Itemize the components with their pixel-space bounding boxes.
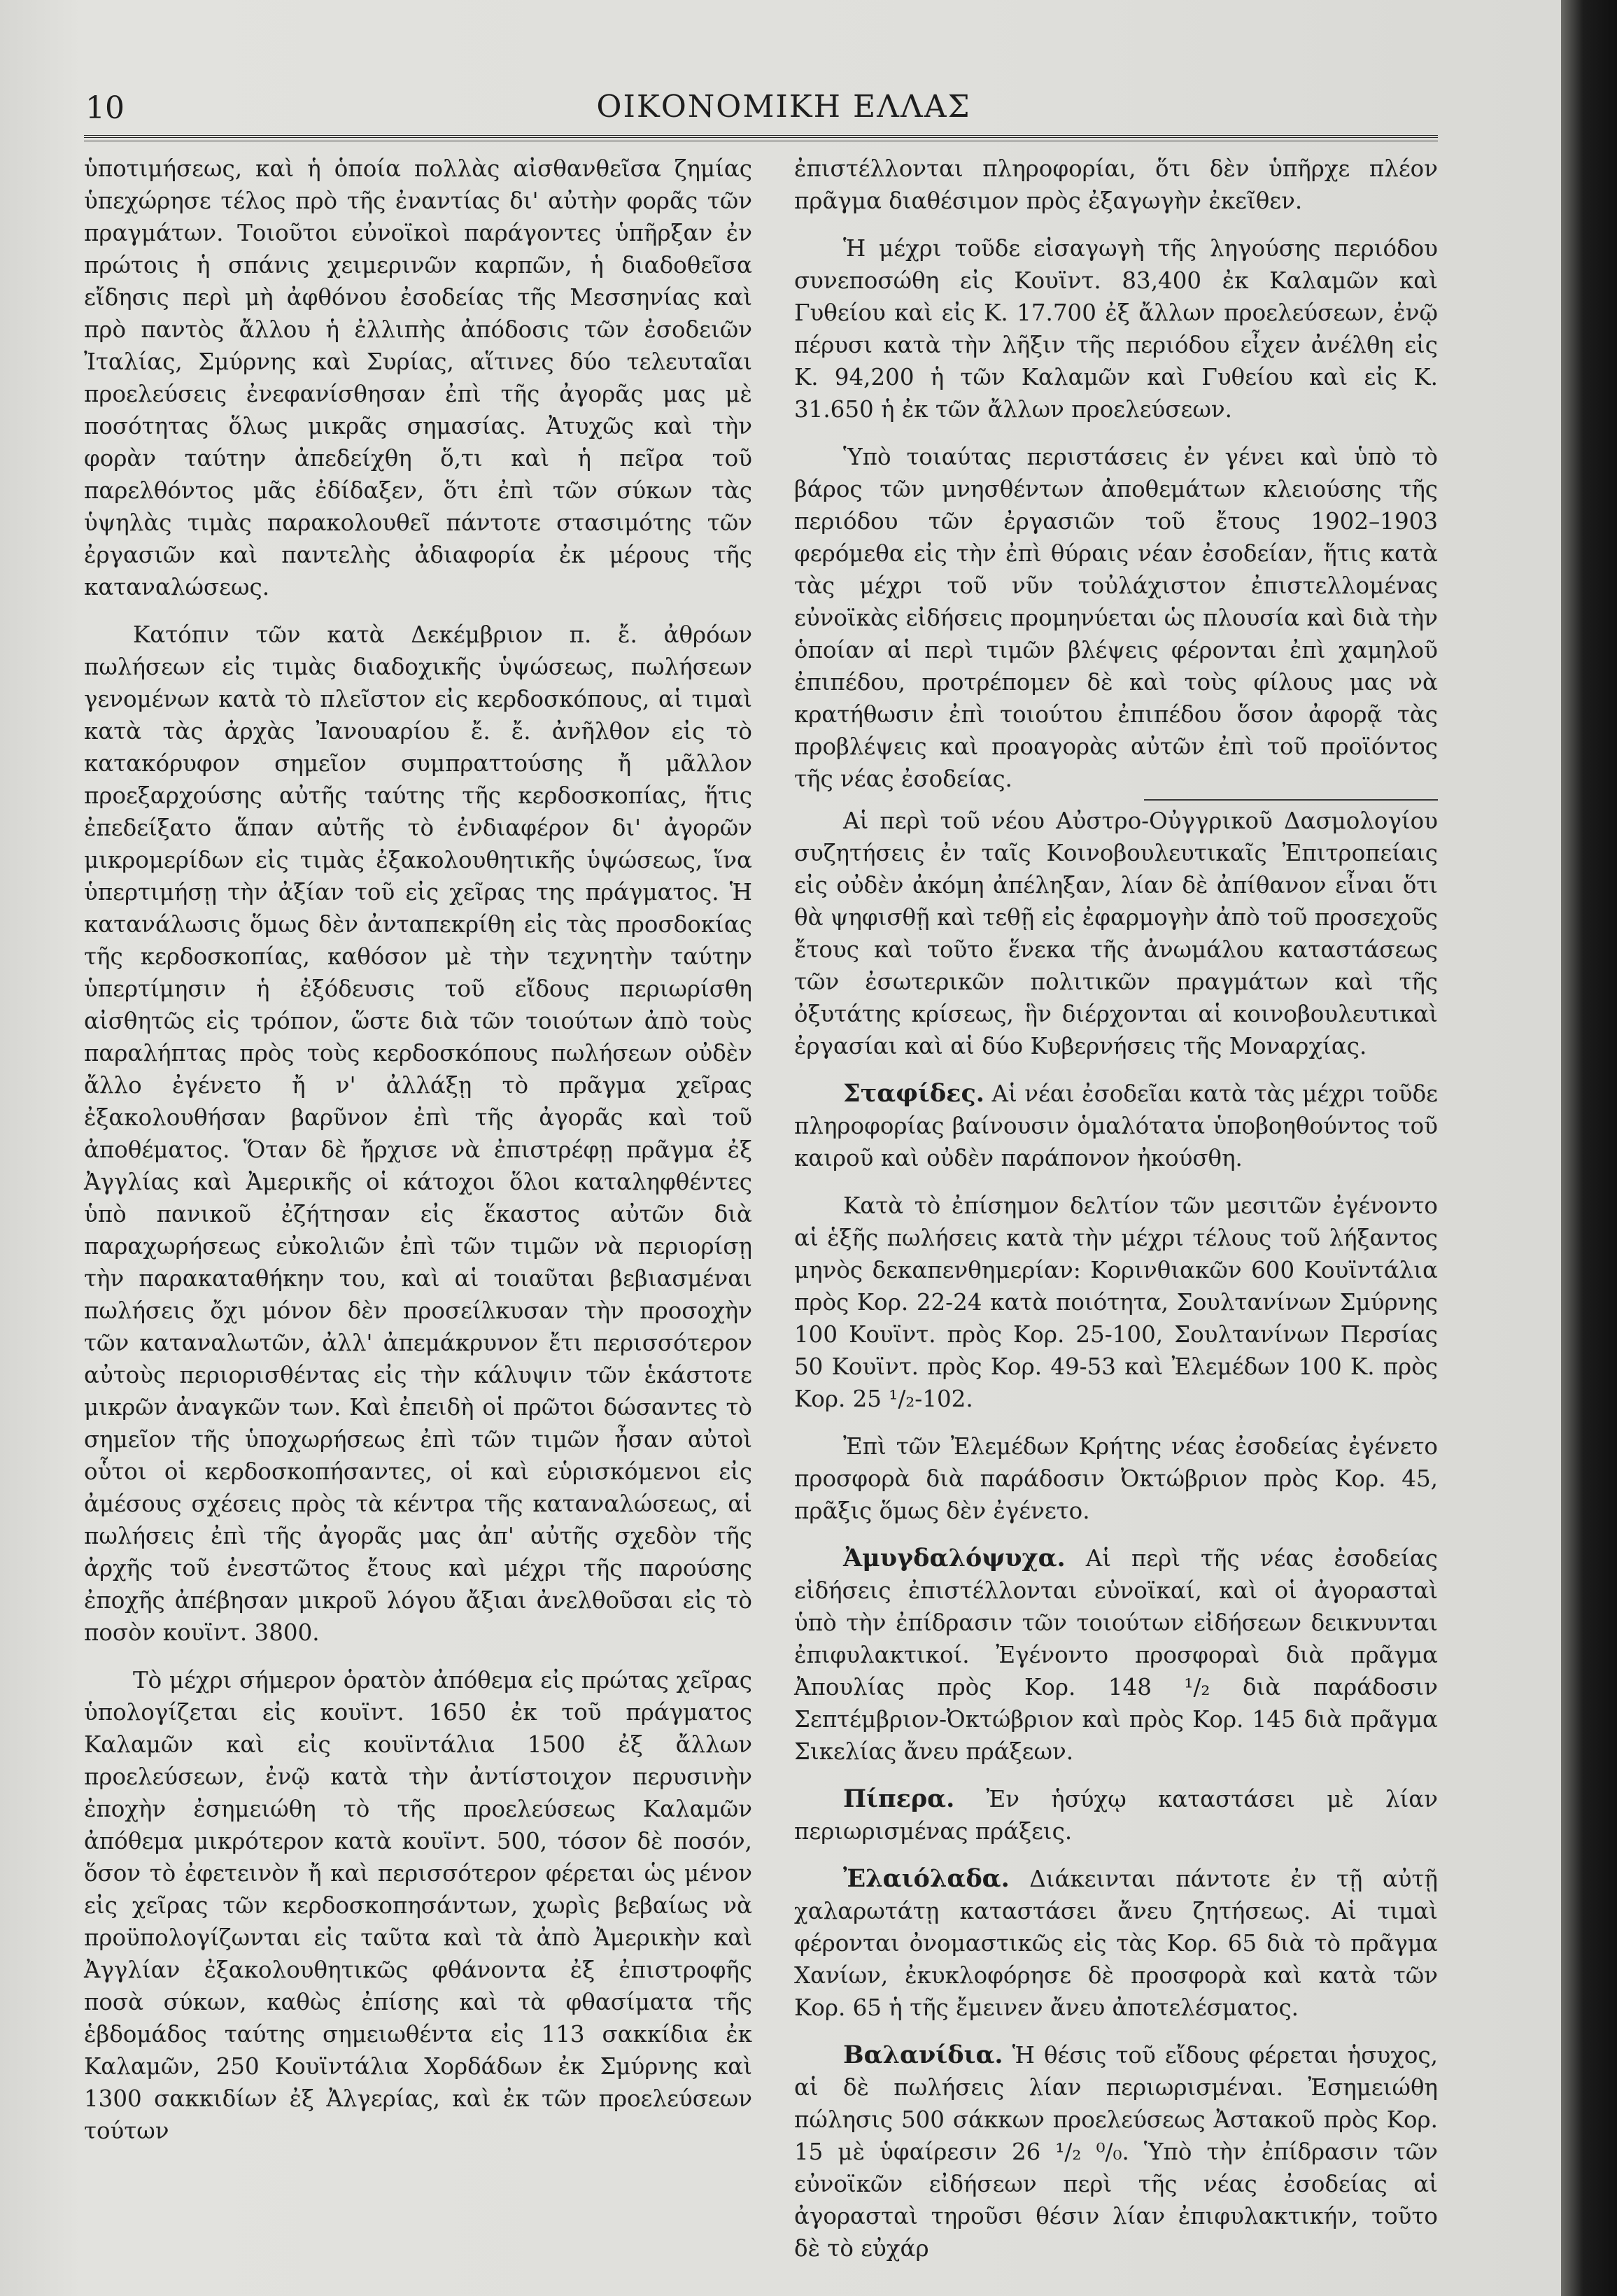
paragraph: ἐπιστέλλονται πληροφορίαι, ὅτι δὲν ὑπῆρχε πλέον πρᾶγμα διαθέσιμον πρὸς ἐξαγωγὴν ἐκεῖθεν.: [794, 155, 1438, 214]
paragraph: Αἱ περὶ τοῦ νέου Αὐστρο-Οὐγγρικοῦ Δασμολογίου συζητήσεις ἐν ταῖς Κοινοβουλευτικαῖς Ἐπιτροπείαις εἰς οὐδὲν ἀκόμη ἀπέληξαν, λίαν δὲ ἀπίθανον εἶναι ὅτι θὰ ψηφισθῇ καὶ τεθῇ εἰς ἐφαρμογὴν ἀπὸ τοῦ προσεχοῦς ἔτους καὶ τοῦτο ἕνεκα τῆς ἀνωμάλου καταστάσεως τῶν ἐσωτερικῶν πολιτικῶν πραγμάτων καὶ τῆς ὀξυτάτης κρίσεως, ἣν διέρχονται αἱ κοινοβουλευτικαὶ ἐργασίαι καὶ αἱ δύο Κυβερνήσεις τῆς Μοναρχίας.: [794, 808, 1438, 1059]
section-stafides: [794, 1078, 1438, 1174]
section-pipera: [794, 1783, 1438, 1847]
section-heading: Σταφίδες.: [843, 1079, 984, 1108]
section-text: Αἱ περὶ τῆς νέας ἐσοδείας εἰδήσεις ἐπιστέλλονται εὐνοϊκαί, καὶ οἱ ἀγορασταὶ ὑπὸ τὴν ἐπίδρασιν τῶν τοιούτων εἰδήσεων δεικνυνται ἐπιφυλακτικοί. Ἐγένοντο προσφοραὶ διὰ πρᾶγμα Ἀπουλίας πρὸς Κορ. 148 ¹/₂ διὰ παράδοσιν Σεπτέμβριον-Ὀκτώβριον καὶ πρὸς Κορ. 145 διὰ πρᾶγμα Σικελίας ἄνευ πράξεων.: [794, 1545, 1438, 1765]
section-rule: [1144, 799, 1438, 801]
section-heading: Ἐλαιόλαδα.: [843, 1864, 1010, 1893]
section-elaiolada: [794, 1863, 1438, 2024]
right-column: [794, 153, 1438, 2265]
section-text: Ἡ θέσις τοῦ εἴδους φέρεται ἡσυχος, αἱ δὲ πωλήσεις λίαν περιωρισμέναι. Ἐσημειώθη πώλησις 500 σάκκων προελεύσεως Ἀστακοῦ πρὸς Κορ. 15 μὲ ὑφαίρεσιν 26 ¹/₂ ⁰/₀. Ὑπὸ τὴν ἐπίδρασιν τῶν εὐνοϊκῶν εἰδήσεων περὶ τῆς νέας ἐσοδείας αἱ ἀγορασταὶ τηροῦσι θέσιν λίαν ἐπιφυλακτικήν, τοῦτο δὲ τὸ εὐχάρ: [794, 2042, 1438, 2262]
paragraph: ὑποτιμήσεως, καὶ ἡ ὁποία πολλὰς αἰσθανθεῖσα ζημίας ὑπεχώρησε τέλος πρὸ τῆς ἐναντίας δι' αὐτὴν φορᾶς τῶν πραγμάτων. Τοιοῦτοι εὐνοϊκοὶ παράγοντες ὑπῆρξαν ἐν πρώτοις ἡ σπάνις χειμερινῶν καρπῶν, ἡ διαδοθεῖσα εἴδησις περὶ μὴ ἀφθόνου ἐσοδείας τῆς Μεσσηνίας καὶ πρὸ παντὸς ἄλλου ἡ ἐλλιπὴς ἀπόδοσις τῶν ἐσοδειῶν Ἰταλίας, Σμύρνης καὶ Συρίας, αἵτινες δύο τελευταῖαι προελεύσεις ἐνεφανίσθησαν ἐπὶ τῆς ἀγορᾶς μας μὲ ποσότητας ὅλως μικρᾶς σημασίας. Ἀτυχῶς καὶ τὴν φορὰν ταύτην ἀπεδείχθη ὅ,τι καὶ ἡ πεῖρα τοῦ παρελθόντος μᾶς ἐδίδαξεν, ὅτι ἐπὶ τῶν σύκων τὰς ὑψηλὰς τιμὰς παρακολουθεῖ πάντοτε στασιμότης τῶν ἐργασιῶν καὶ παντελὴς ἀδιαφορία ἐκ μέρους τῆς καταναλώσεως.: [84, 155, 752, 600]
section-text: Διάκεινται πάντοτε ἐν τῇ αὐτῇ χαλαρωτάτῃ καταστάσει ἄνευ ζητήσεως. Αἱ τιμαὶ φέρονται ὀνομαστικῶς εἰς τὰς Κορ. 65 διὰ τὸ πρᾶγμα Χανίων, ἐκυκλοφόρησε δὲ προσφορὰ καὶ κατὰ τῶν Κορ. 65 ἡ τῆς ἔμεινεν ἄνευ ἀποτελέσματος.: [794, 1866, 1438, 2021]
paragraph: Ὑπὸ τοιαύτας περιστάσεις ἐν γένει καὶ ὑπὸ τὸ βάρος τῶν μνησθέντων ἀποθεμάτων κλειούσης τῆς περιόδου τῶν ἐργασιῶν τοῦ ἔτους 1902–1903 φερόμεθα εἰς τὴν ἐπὶ θύραις νέαν ἐσοδείαν, ἥτις κατὰ τὰς μέχρι τοῦ νῦν τοὐλάχιστον ἐπιστελλομένας εὐνοϊκὰς εἰδήσεις προμηνύεται ὡς πλουσία καὶ διὰ τὴν ὁποίαν αἱ περὶ τιμῶν βλέψεις φέρονται ἐπὶ χαμηλοῦ ἐπιπέδου, προτρέπομεν δὲ καὶ τοὺς φίλους μας νὰ κρατήθωσιν ἐπὶ τοιούτου ἐπιπέδου ὅσον ἀφορᾷ τὰς προβλέψεις καὶ προαγορὰς αὐτῶν ἐπὶ τοῦ προϊόντος τῆς νέας ἐσοδείας.: [794, 444, 1438, 792]
paragraph: Κατόπιν τῶν κατὰ Δεκέμβριον π. ἔ. ἀθρόων πωλήσεων εἰς τιμὰς διαδοχικῆς ὑψώσεως, πωλήσεων γενομένων κατὰ τὸ πλεῖστον εἰς κερδοσκόπους, αἱ τιμαὶ κατὰ τὰς ἀρχὰς Ἰανουαρίου ἔ. ἔ. ἀνῆλθον εἰς τὸ κατακόρυφον σημεῖον συμπραττούσης ἤ μᾶλλον προεξαρχούσης αὐτῆς ταύτης τῆς κερδοσκοπίας, ἥτις ἐπεδείξατο ἅπαν αὐτῆς τὸ ἐνδιαφέρον δι' ἀγορῶν μικρομερίδων εἰς τιμὰς ἐξακολουθητικῆς ὑψώσεως, ἵνα ὑπερτιμήσῃ τὴν ἀξίαν τοῦ εἰς χεῖρας της πράγματος. Ἡ κατανάλωσις ὅμως δὲν ἀνταπεκρίθη εἰς τὰς προσδοκίας τῆς κερδοσκοπίας, καθόσον μὲ τὴν τεχνητὴν ταύτην ὑπερτίμησιν ἡ ἐξόδευσις τοῦ εἴδους περιωρίσθη αἰσθητῶς εἰς τρόπον, ὥστε διὰ τῶν τοιούτων ἀπὸ τοὺς παραλήπτας πρὸς τοὺς κερδοσκόπους πωλήσεων οὐδὲν ἄλλο ἐγένετο ἤ ν' ἀλλάξῃ τὸ πρᾶγμα χεῖρας ἐξακολουθήσαν βαρῦνον ἐπὶ τῆς ἀγορᾶς καὶ τοῦ ἀποθέματος. Ὅταν δὲ ἤρχισε νὰ ἐπιστρέφῃ πρᾶγμα ἐξ Ἀγγλίας καὶ Ἀμερικῆς οἱ κάτοχοι ὅλοι καταληφθέντες ὑπὸ πανικοῦ ἐζήτησαν εἰς ἕκαστος αὐτῶν διὰ παραχωρήσεως εὐκολιῶν ἐπὶ τῶν τιμῶν νὰ περιορίσῃ τὴν παρακαταθήκην του, καὶ αἱ τοιαῦται βεβιασμέναι πωλήσεις ὄχι μόνον δὲν προσείλκυσαν τὴν προσοχὴν τῶν καταναλωτῶν, ἀλλ' ἀπεμάκρυνον ἔτι περισσότερον αὐτοὺς περιορισθέντας εἰς τὴν κάλυψιν τῶν ἑκάστοτε μικρῶν ἀναγκῶν των. Καὶ ἐπειδὴ οἱ πρῶτοι δώσαντες τὸ σημεῖον τῆς ὑποχωρήσεως ἐπὶ τῶν τιμῶν ἦσαν αὐτοὶ οὗτοι οἱ κερδοσκοπήσαντες, οἱ καὶ εὑρισκόμενοι εἰς ἀμέσους σχέσεις πρὸς τὰ κέντρα τῆς καταναλώσεως, αἱ πωλήσεις ἐπὶ τῆς ἀγορᾶς μας ἀπ' αὐτῆς σχεδὸν τῆς ἀρχῆς τοῦ ἐνεστῶτος ἔτους καὶ μέχρι τῆς παρούσης ἐποχῆς ἀπέβησαν μικροῦ λόγου ἄξιαι ἀνελθοῦσαι εἰς τὸ ποσὸν κουϊντ. 3800.: [84, 621, 752, 1646]
section-heading: Πίπερα.: [843, 1784, 955, 1813]
header-rule: [84, 135, 1438, 141]
paragraph: Ἡ μέχρι τοῦδε εἰσαγωγὴ τῆς ληγούσης περιόδου συνεποσώθη εἰς Κουϊντ. 83,400 ἐκ Καλαμῶν καὶ Γυθείου καὶ εἰς Κ. 17.700 ἐξ ἄλλων προελεύσεων, ἐνῷ πέρυσι κατὰ τὴν λῆξιν τῆς περιόδου εἶχεν ἀνέλθη εἰς Κ. 94,200 ἡ τῶν Καλαμῶν καὶ Γυθείου καὶ εἰς Κ. 31.650 ἡ ἐκ τῶν ἄλλων προελεύσεων.: [794, 235, 1438, 423]
section-text: Ἐν ἡσύχῳ καταστάσει μὲ λίαν περιωρισμένας πράξεις.: [794, 1786, 1438, 1845]
section-text: Αἱ νέαι ἐσοδεῖαι κατὰ τὰς μέχρι τοῦδε πληροφορίας βαίνουσιν ὁμαλότατα ὑποβοηθούντος τοῦ καιροῦ καὶ οὐδὲν παράπονον ἠκούσθη.: [794, 1080, 1438, 1171]
binding-shadow: [1561, 0, 1617, 2296]
section-amygdalopsycha: [794, 1542, 1438, 1768]
page-number: 10: [85, 90, 125, 126]
paragraph: Κατὰ τὸ ἐπίσημον δελτίον τῶν μεσιτῶν ἐγένοντο αἱ ἑξῆς πωλήσεις κατὰ τὴν μέχρι τέλους τοῦ λήξαντος μηνὸς δεκαπενθημερίαν: Κορινθιακῶν 600 Κουϊντάλια πρὸς Κορ. 22-24 κατὰ ποιότητα, Σουλτανίνων Σμύρνης 100 Κουϊντ. πρὸς Κορ. 25-100, Σουλτανίνων Περσίας 50 Κουϊντ. πρὸς Κορ. 49-53 καὶ Ἐλεμέδων 100 Κ. πρὸς Κορ. 25 ¹/₂-102.: [794, 1192, 1438, 1412]
paragraph: Τὸ μέχρι σήμερον ὁρατὸν ἀπόθεμα εἰς πρώτας χεῖρας ὑπολογίζεται εἰς κουϊντ. 1650 ἐκ τοῦ πράγματος Καλαμῶν καὶ εἰς κουϊντάλια 1500 ἐξ ἄλλων προελεύσεων, ἐνῷ κατὰ τὴν ἀντίστοιχον περυσινὴν ἐποχὴν ἐσημειώθη τὸ τῆς προελεύσεως Καλαμῶν ἀπόθεμα μικρότερον κατὰ κουϊντ. 500, τόσον δὲ ποσόν, ὅσον τὸ ἐφετεινὸν ἤ καὶ περισσότερον φέρεται ὡς μένον εἰς χεῖρας τῶν κερδοσκοπησάντων, χωρὶς βεβαίως νὰ προϋπολογίζωνται εἰς ταῦτα καὶ τὰ ἀπὸ Ἀμερικὴν καὶ Ἀγγλίαν ἐξακολουθητικῶς φθάνοντα ἐξ ἐπιστροφῆς ποσὰ σύκων, καθὼς ἐπίσης καὶ τὰ φθασίματα τῆς ἑβδομάδος ταύτης σημειωθέντα εἰς 113 σακκίδια ἐκ Καλαμῶν, 250 Κουϊντάλια Χορδάδων ἐκ Σμύρνης καὶ 1300 σακκιδίων ἐξ Ἀλγερίας, καὶ ἐκ τῶν προελεύσεων τούτων: [84, 1667, 752, 2144]
section-heading: Βαλανίδια.: [843, 2041, 1003, 2069]
running-title: ΟΙΚΟΝΟΜΙΚΗ ΕΛΛΑΣ: [596, 89, 971, 125]
left-column: [84, 153, 752, 2147]
section-balanidia: [794, 2039, 1438, 2265]
paragraph: Ἐπὶ τῶν Ἐλεμέδων Κρήτης νέας ἐσοδείας ἐγένετο προσφορὰ διὰ παράδοσιν Ὀκτώβριον πρὸς Κορ. 45, πρᾶξις ὅμως δὲν ἐγένετο.: [794, 1433, 1438, 1524]
section-heading: Ἀμυγδαλόψυχα.: [843, 1544, 1066, 1572]
